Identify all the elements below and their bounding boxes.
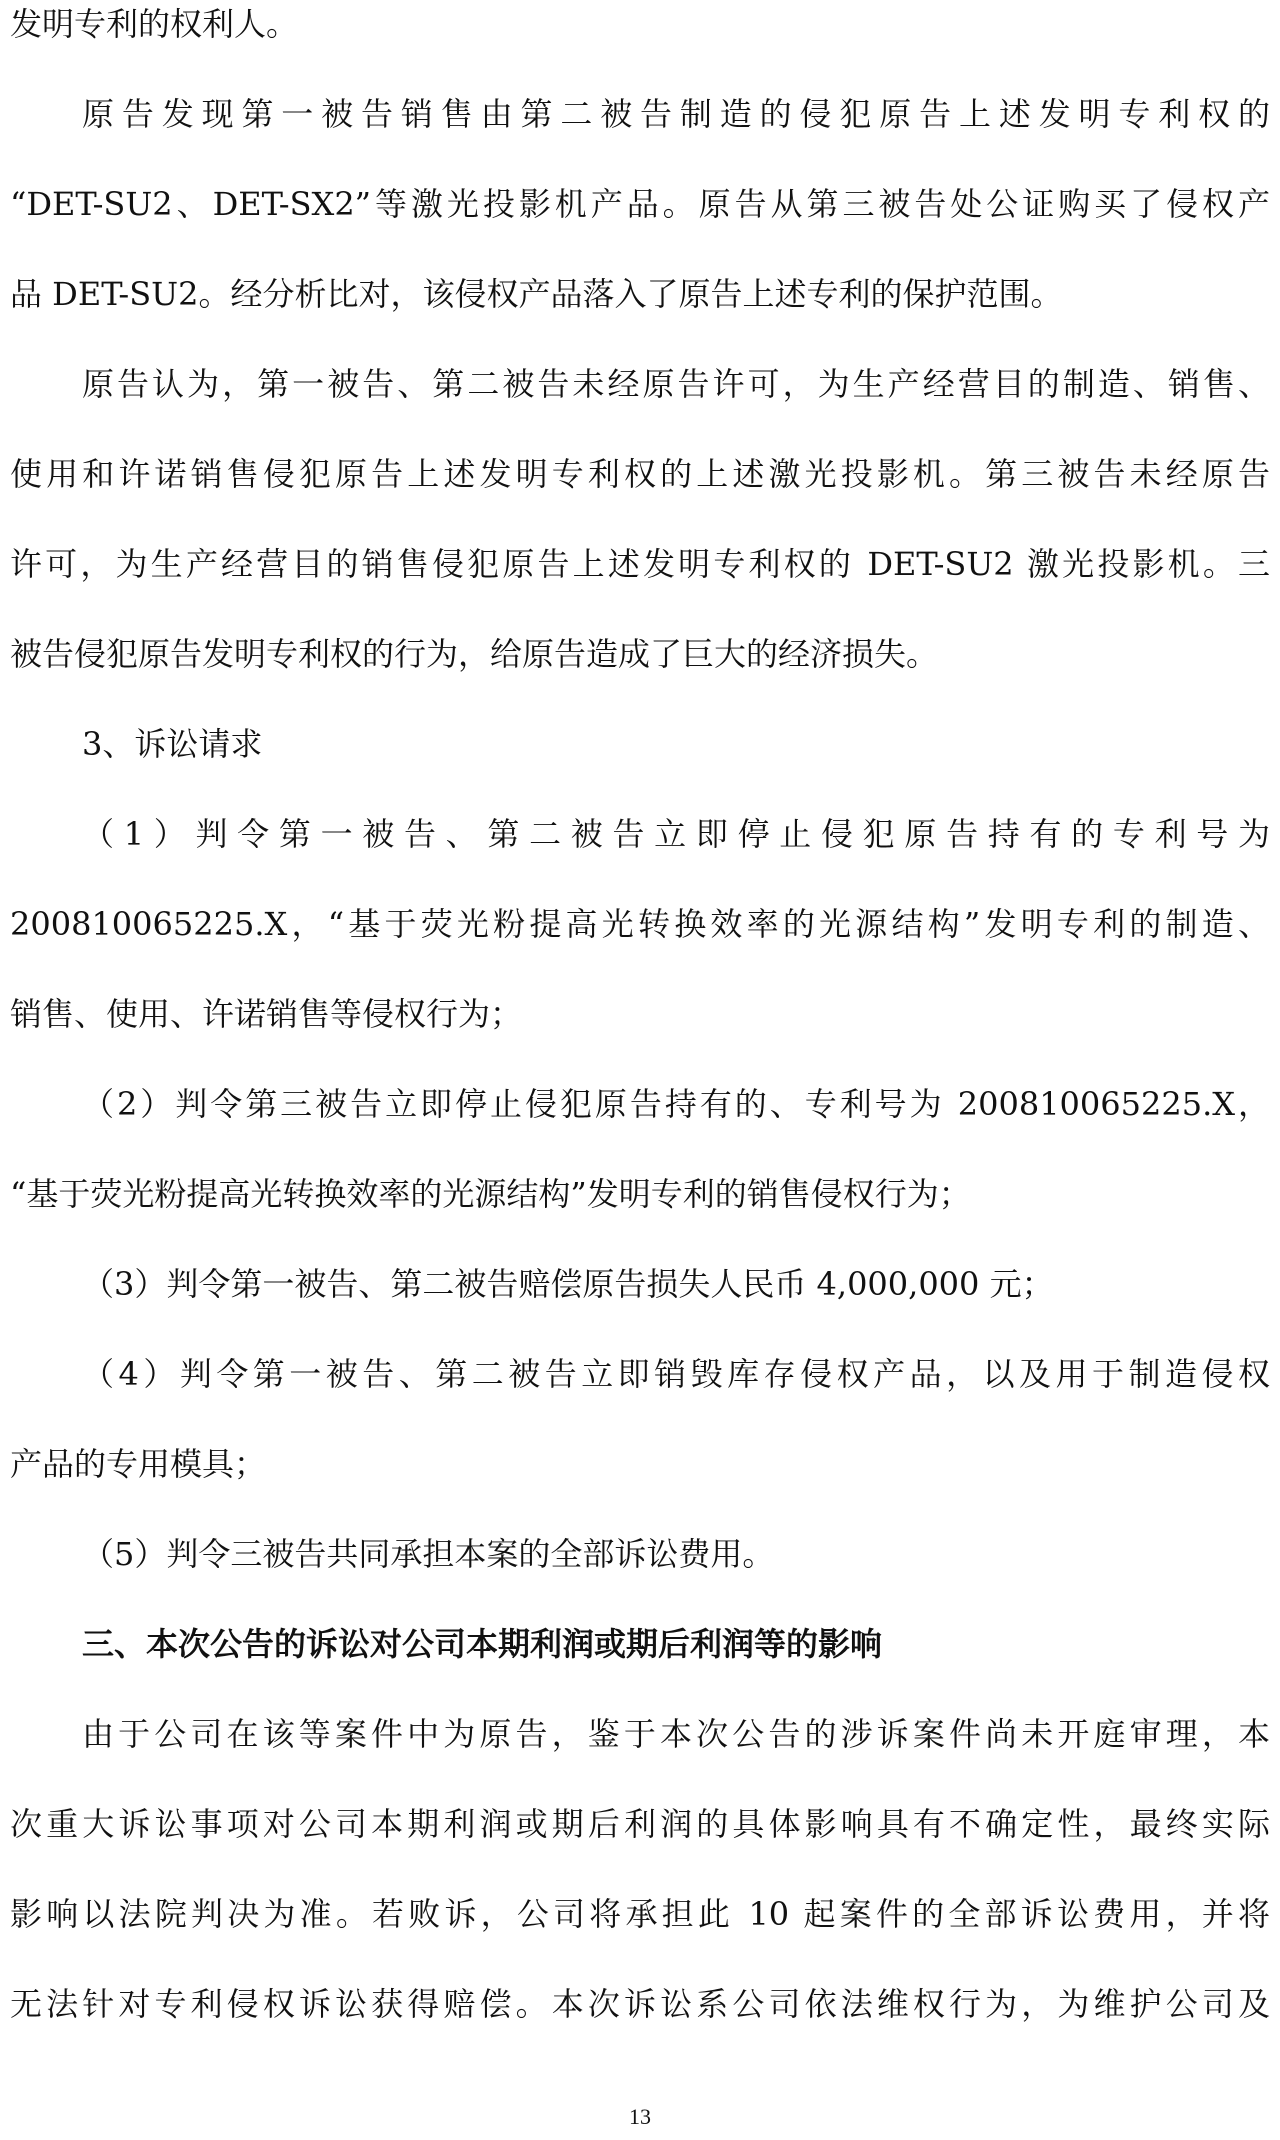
text-line: （1）判令第一被告、第二被告立即停止侵犯原告持有的专利号为 (82, 815, 1270, 853)
text-line: “DET-SU2、DET-SX2”等激光投影机产品。原告从第三被告处公证购买了侵权产 (10, 185, 1270, 223)
text-line: 由于公司在该等案件中为原告，鉴于本次公告的涉诉案件尚未开庭审理，本 (82, 1715, 1270, 1753)
text-line: （5）判令三被告共同承担本案的全部诉讼费用。 (82, 1535, 775, 1573)
text-line: 次重大诉讼事项对公司本期利润或期后利润的具体影响具有不确定性，最终实际 (10, 1805, 1270, 1843)
text-line: 被告侵犯原告发明专利权的行为，给原告造成了巨大的经济损失。 (10, 635, 939, 673)
text-line: 使用和许诺销售侵犯原告上述发明专利权的上述激光投影机。第三被告未经原告 (10, 455, 1270, 493)
text-line: 销售、使用、许诺销售等侵权行为； (10, 995, 523, 1033)
text-line: 无法针对专利侵权诉讼获得赔偿。本次诉讼系公司依法维权行为，为维护公司及 (10, 1985, 1270, 2023)
text-line: 许可，为生产经营目的销售侵犯原告上述发明专利权的 DET-SU2 激光投影机。三 (10, 545, 1270, 583)
text-line: （4）判令第一被告、第二被告立即销毁库存侵权产品，以及用于制造侵权 (82, 1355, 1270, 1393)
text-line: 影响以法院判决为准。若败诉，公司将承担此 10 起案件的全部诉讼费用，并将 (10, 1895, 1270, 1933)
section-subheading: 3、诉讼请求 (82, 725, 263, 763)
text-line: 原告认为，第一被告、第二被告未经原告许可，为生产经营目的制造、销售、 (82, 365, 1270, 403)
text-line: 原告发现第一被告销售由第二被告制造的侵犯原告上述发明专利权的 (82, 95, 1270, 133)
text-line: 产品的专用模具； (10, 1445, 267, 1483)
text-line: （2）判令第三被告立即停止侵犯原告持有的、专利号为 200810065225.X， (82, 1085, 1270, 1123)
text-line: 200810065225.X，“基于荧光粉提高光转换效率的光源结构”发明专利的制造、 (10, 905, 1270, 943)
text-line: （3）判令第一被告、第二被告赔偿原告损失人民币 4,000,000 元； (82, 1265, 1054, 1303)
text-line: 发明专利的权利人。 (10, 5, 299, 43)
text-line: “基于荧光粉提高光转换效率的光源结构”发明专利的销售侵权行为； (10, 1175, 971, 1213)
page-number: 13 (629, 2104, 651, 2129)
section-heading: 三、本次公告的诉讼对公司本期利润或期后利润等的影响 (82, 1625, 883, 1663)
text-line: 品 DET-SU2。经分析比对，该侵权产品落入了原告上述专利的保护范围。 (10, 275, 1063, 313)
